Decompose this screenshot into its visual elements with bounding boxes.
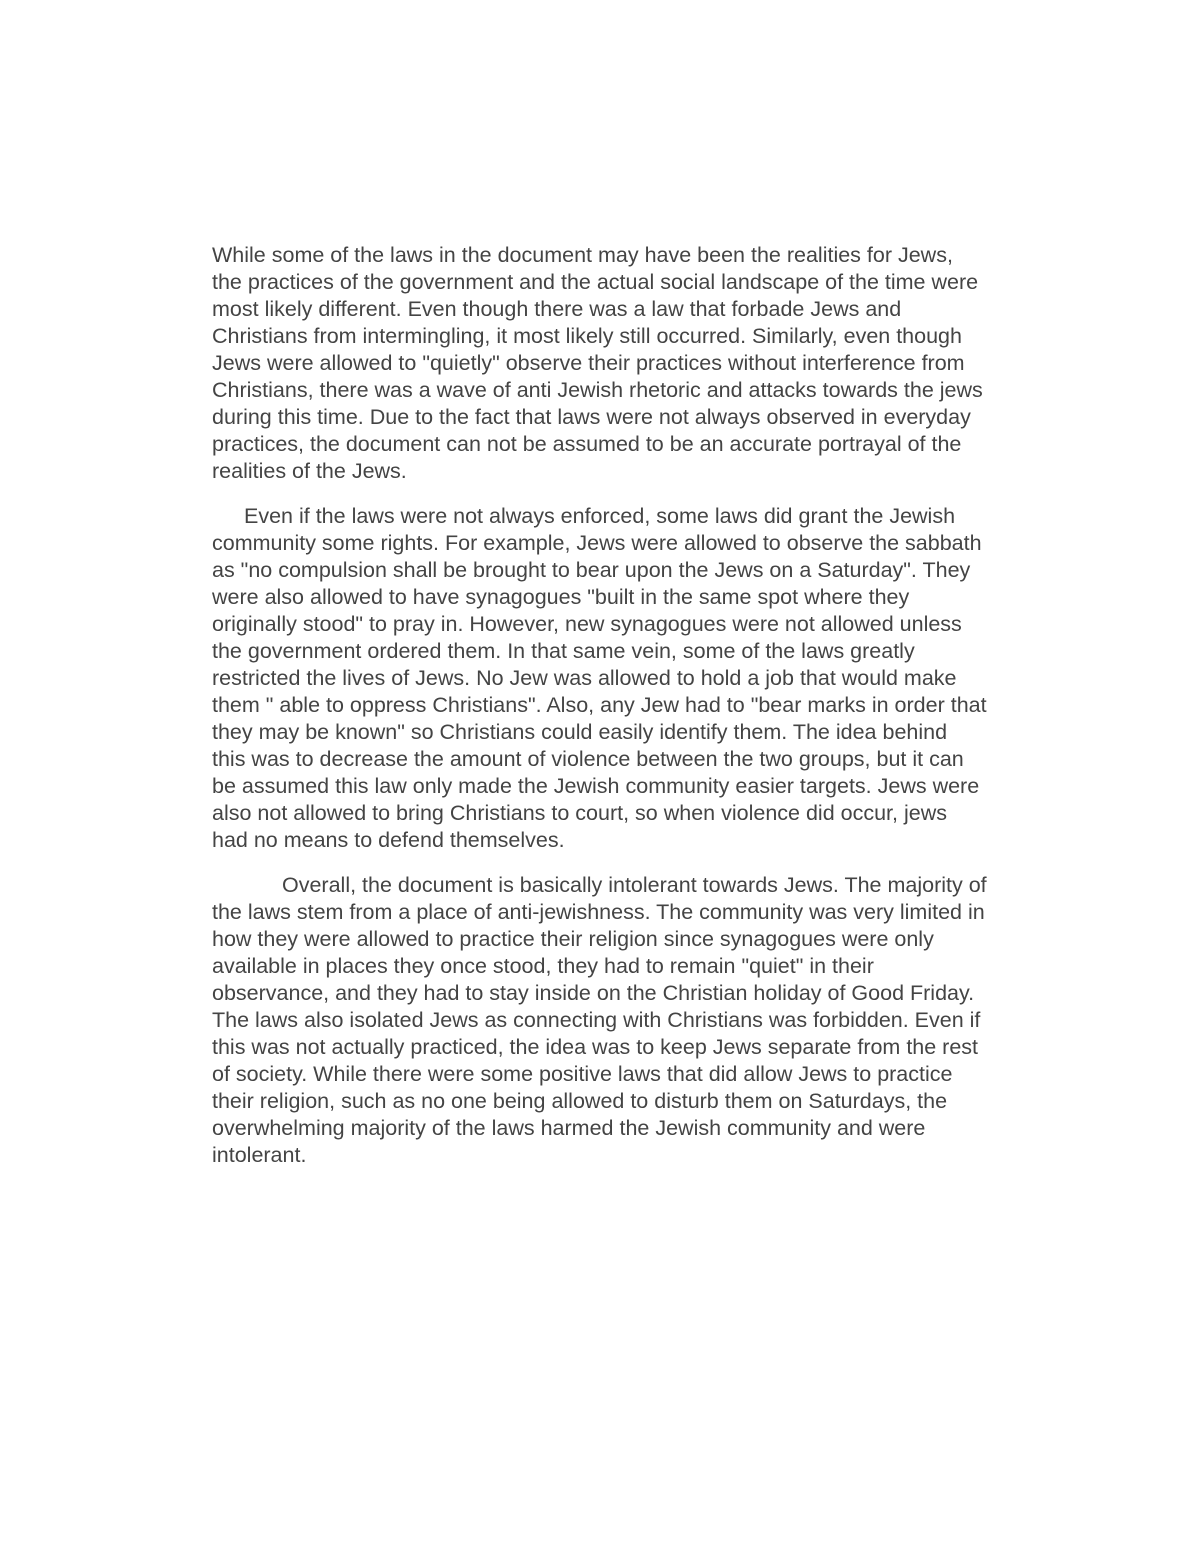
text-line: Jews were allowed to "quietly" observe their practices without interference from [212,351,965,375]
text-line: were also allowed to have synagogues "built in the same spot where they [212,585,910,609]
text-line: realities of the Jews. [212,459,407,483]
text-line: While some of the laws in the document may have been the realities for Jews, [212,243,953,267]
paragraph-2 [212,503,1062,854]
text-line: most likely different. Even though there was a law that forbade Jews and [212,297,902,321]
text-line: their religion, such as no one being allowed to disturb them on Saturdays, the [212,1089,948,1113]
text-line: Overall, the document is basically intolerant towards Jews. The majority of [282,873,987,897]
text-line: how they were allowed to practice their religion since synagogues were only [212,927,934,951]
text-line: practices, the document can not be assumed to be an accurate portrayal of the [212,432,962,456]
text-line: of society. While there were some positive laws that did allow Jews to practice [212,1062,953,1086]
text-line: observance, and they had to stay inside on the Christian holiday of Good Friday. [212,981,975,1005]
text-line: they may be known" so Christians could easily identify them. The idea behind [212,720,948,744]
text-line: the government ordered them. In that same vein, some of the laws greatly [212,639,915,663]
text-line: originally stood" to pray in. However, new synagogues were not allowed unless [212,612,962,636]
text-line: restricted the lives of Jews. No Jew was allowed to hold a job that would make [212,666,957,690]
text-line: The laws also isolated Jews as connecting with Christians was forbidden. Even if [212,1008,981,1032]
text-line: also not allowed to bring Christians to court, so when violence did occur, jews [212,801,947,825]
paragraph-1 [212,242,1062,485]
text-line: this was not actually practiced, the idea was to keep Jews separate from the rest [212,1035,979,1059]
text-line: available in places they once stood, they had to remain "quiet" in their [212,954,874,978]
text-line: Even if the laws were not always enforced, some laws did grant the Jewish [244,504,956,528]
text-line: intolerant. [212,1143,307,1167]
paragraph-3 [212,872,1062,1169]
text-line: the practices of the government and the actual social landscape of the time were [212,270,979,294]
text-line: Christians, there was a wave of anti Jewish rhetoric and attacks towards the jews [212,378,983,402]
text-line: be assumed this law only made the Jewish community easier targets. Jews were [212,774,980,798]
document-body [212,242,1062,1169]
text-line: community some rights. For example, Jews were allowed to observe the sabbath [212,531,982,555]
text-line: as "no compulsion shall be brought to bear upon the Jews on a Saturday". They [212,558,971,582]
text-line: Christians from intermingling, it most likely still occurred. Similarly, even though [212,324,962,348]
text-line: this was to decrease the amount of violence between the two groups, but it can [212,747,964,771]
text-line: during this time. Due to the fact that laws were not always observed in everyday [212,405,971,429]
text-line: them " able to oppress Christians". Also, any Jew had to "bear marks in order that [212,693,987,717]
text-line: had no means to defend themselves. [212,828,565,852]
text-line: overwhelming majority of the laws harmed the Jewish community and were [212,1116,926,1140]
text-line: the laws stem from a place of anti-jewishness. The community was very limited in [212,900,985,924]
